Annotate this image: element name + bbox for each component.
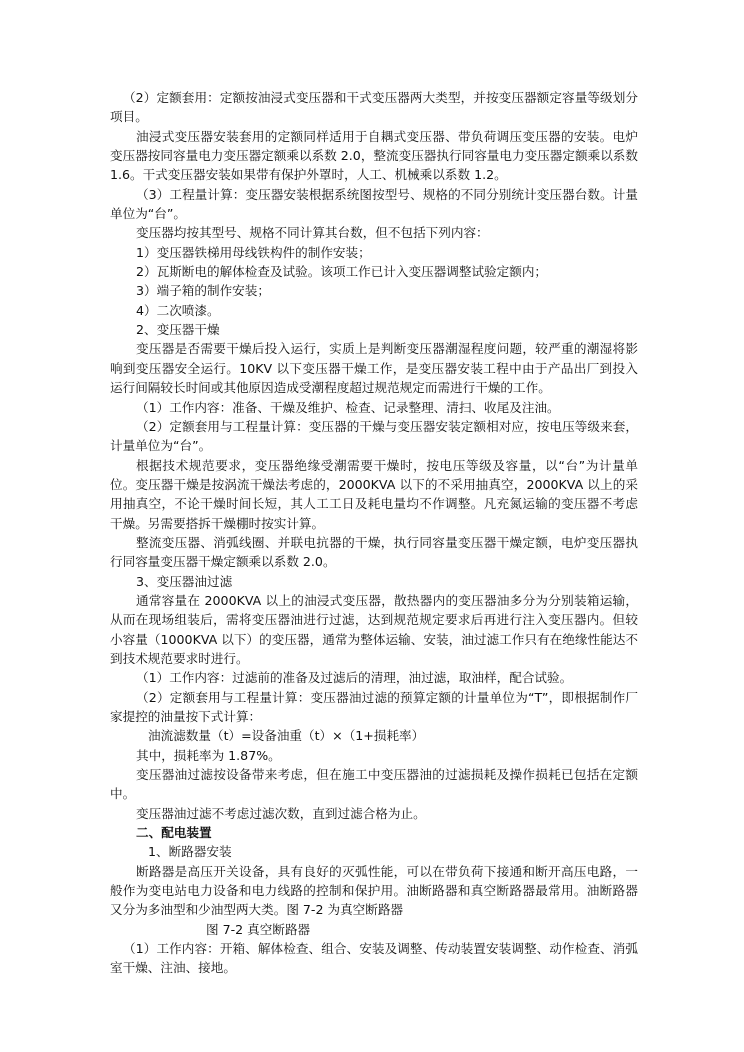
paragraph: 3、变压器油过滤 [136, 573, 233, 589]
paragraph: 油流滤数量（t）=设备油重（t）×（1+损耗率） [148, 728, 425, 744]
paragraph: 变压器油过滤不考虑过滤次数，直到过滤合格为止。 [136, 805, 426, 821]
paragraph: 变压器是否需要干燥后投入运行，实质上是判断变压器潮湿程度问题，较严重的潮湿将影响到变压器安全运行。10KV 以下变压器干燥工作，是变压器安装工程中由于产品出厂到投入运行间隔较长时间或其他原因造成受潮程度超过规范规定而需进行干燥的工作。 [110, 341, 638, 396]
paragraph: 变压器油过滤按设备带来考虑，但在施工中变压器油的过滤损耗及操作损耗已包括在定额中。 [110, 767, 638, 802]
document-body [110, 88, 638, 978]
paragraph: 3）端子箱的制作安装； [136, 283, 270, 299]
paragraph: 其中，损耗率为 1.87%。 [136, 747, 281, 763]
paragraph: （1）工作内容：开箱、解体检查、组合、安装及调整、传动装置安装调整、动作检查、消弧室干燥、注油、接地。 [110, 941, 638, 976]
paragraph: （2）定额套用：定额按油浸式变压器和干式变压器两大类型，并按变压器额定容量等级划分项目。 [110, 90, 638, 125]
paragraph: 整流变压器、消弧线圈、并联电抗器的干燥，执行同容量变压器干燥定额，电炉变压器执行同容量变压器干燥定额乘以系数 2.0。 [110, 534, 638, 570]
paragraph: 1、断路器安装 [148, 844, 232, 860]
paragraph: 图 7-2 真空断路器 [206, 921, 311, 937]
paragraph: 2、变压器干燥 [136, 322, 220, 338]
paragraph: 根据技术规范要求，变压器绝缘受潮需要干燥时，按电压等级及容量，以“台”为计量单位。变压器干燥是按涡流干燥法考虑的，2000KVA 以下的不采用抽真空，2000KVA 以上的采用抽真空，不论干燥时间长短，其人工工日及耗电量均不作调整。凡充氮运输的变压器不考虑干燥。另需要搭拆干燥棚时按实计算。 [110, 457, 638, 531]
paragraph: （1）工作内容：过滤前的准备及过滤后的清理，油过滤，取油样，配合试验。 [136, 670, 573, 686]
paragraph: 断路器是高压开关设备，具有良好的灭弧性能，可以在带负荷下接通和断开高压电路，一般作为变电站电力设备和电力线路的控制和保护用。油断路器和真空断路器最常用。油断路器又分为多油型和少油型两大类。图 7-2 为真空断路器 [110, 863, 638, 918]
paragraph: （3）工程量计算：变压器安装根据系统图按型号、规格的不同分别统计变压器台数。计量单位为“台”。 [110, 186, 638, 222]
paragraph: （2）定额套用与工程量计算：变压器的干燥与变压器安装定额相对应，按电压等级来套，计量单位为“台”。 [110, 418, 638, 454]
paragraph: 油浸式变压器安装套用的定额同样适用于自耦式变压器、带负荷调压变压器的安装。电炉变压器按同容量电力变压器定额乘以系数 2.0，整流变压器执行同容量电力变压器定额乘以系数 1.6。干式变压器安装如果带有保护外罩时，人工、机械乘以系数 1.2。 [110, 128, 638, 183]
paragraph: （2）定额套用与工程量计算：变压器油过滤的预算定额的计量单位为“T”，即根据制作厂家提控的油量按下式计算： [110, 689, 638, 724]
paragraph: 4）二次喷漆。 [136, 302, 220, 318]
paragraph: 2）瓦斯断电的解体检查及试验。该项工作已计入变压器调整试验定额内； [136, 264, 548, 280]
paragraph: 1）变压器铁梯用母线铁构件的制作安装； [136, 244, 371, 260]
paragraph: 二、配电装置 [136, 825, 212, 841]
paragraph: 通常容量在 2000KVA 以上的油浸式变压器，散热器内的变压器油多分为分别装箱运输，从而在现场组装后，需将变压器油进行过滤，达到规范规定要求后再进行注入变压器内。但较小容量（1000KVA 以下）的变压器，通常为整体运输、安装，油过滤工作只有在绝缘性能达不到技术规范要求时进行。 [110, 592, 638, 666]
paragraph: （1）工作内容：准备、干燥及维护、检查、记录整理、清扫、收尾及注油。 [136, 399, 560, 415]
paragraph: 变压器均按其型号、规格不同计算其台数，但不包括下列内容： [136, 225, 489, 241]
